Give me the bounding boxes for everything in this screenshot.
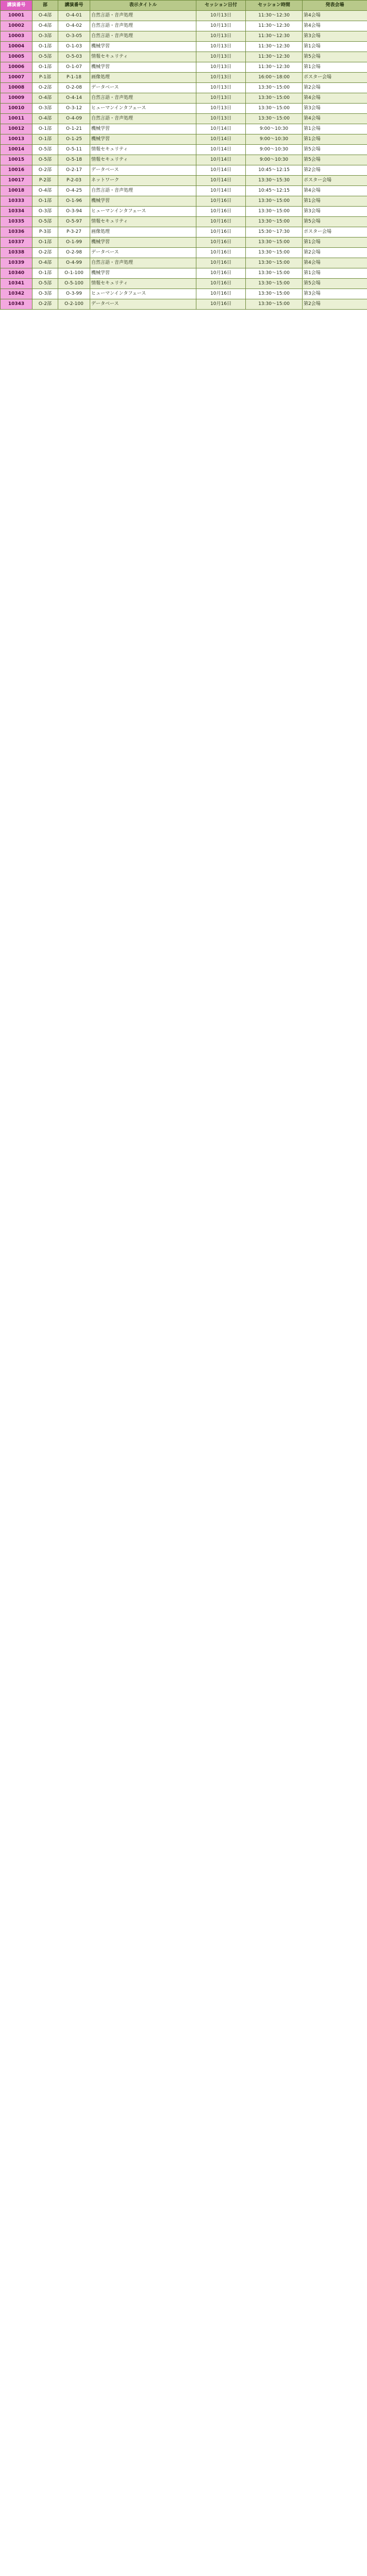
cell-time: 13:30〜15:30 bbox=[246, 176, 303, 186]
cell-date: 10月13日 bbox=[196, 93, 246, 104]
cell-date: 10月16日 bbox=[196, 248, 246, 258]
cell-date: 10月16日 bbox=[196, 289, 246, 299]
cell-id: 10018 bbox=[1, 186, 32, 196]
cell-session: O-4-09 bbox=[58, 114, 90, 124]
cell-title: 自然言語・音声処理 bbox=[90, 258, 196, 268]
cell-title: ヒューマンインタフェース bbox=[90, 104, 196, 114]
cell-room: O-3部 bbox=[32, 104, 58, 114]
cell-time: 11:30〜12:30 bbox=[246, 31, 303, 42]
cell-room: P-2部 bbox=[32, 176, 58, 186]
cell-session: O-4-01 bbox=[58, 11, 90, 21]
cell-date: 10月13日 bbox=[196, 104, 246, 114]
table-row bbox=[1, 268, 367, 279]
cell-time: 9:00〜10:30 bbox=[246, 155, 303, 165]
cell-id: 10017 bbox=[1, 176, 32, 186]
cell-room: O-4部 bbox=[32, 258, 58, 268]
cell-title: 機械学習 bbox=[90, 238, 196, 248]
table-row bbox=[1, 165, 367, 176]
cell-id: 10002 bbox=[1, 21, 32, 31]
cell-time: 11:30〜12:30 bbox=[246, 21, 303, 31]
cell-room: O-1部 bbox=[32, 124, 58, 134]
cell-session: O-1-03 bbox=[58, 42, 90, 52]
cell-session: O-2-17 bbox=[58, 165, 90, 176]
table-row bbox=[1, 207, 367, 217]
table-row bbox=[1, 114, 367, 124]
cell-place: 第3会場 bbox=[303, 207, 367, 217]
cell-room: O-5部 bbox=[32, 155, 58, 165]
cell-session: O-3-99 bbox=[58, 289, 90, 299]
cell-room: O-2部 bbox=[32, 299, 58, 310]
cell-session: O-2-98 bbox=[58, 248, 90, 258]
cell-id: 10342 bbox=[1, 289, 32, 299]
cell-time: 10:45〜12:15 bbox=[246, 186, 303, 196]
cell-time: 11:30〜12:30 bbox=[246, 42, 303, 52]
table-row bbox=[1, 93, 367, 104]
cell-session: O-5-03 bbox=[58, 52, 90, 62]
cell-date: 10月14日 bbox=[196, 186, 246, 196]
cell-place: 第1会場 bbox=[303, 124, 367, 134]
cell-date: 10月14日 bbox=[196, 124, 246, 134]
cell-title: 自然言語・音声処理 bbox=[90, 114, 196, 124]
table-row bbox=[1, 217, 367, 227]
cell-id: 10011 bbox=[1, 114, 32, 124]
cell-session: O-5-11 bbox=[58, 145, 90, 155]
cell-id: 10006 bbox=[1, 62, 32, 73]
cell-place: ポスター会場 bbox=[303, 73, 367, 83]
cell-id: 10338 bbox=[1, 248, 32, 258]
cell-place: 第5会場 bbox=[303, 279, 367, 289]
cell-session: O-2-08 bbox=[58, 83, 90, 93]
cell-title: 機械学習 bbox=[90, 268, 196, 279]
cell-time: 13:30〜15:00 bbox=[246, 207, 303, 217]
cell-time: 13:30〜15:00 bbox=[246, 196, 303, 207]
col-header-room: 部 bbox=[32, 1, 58, 11]
cell-room: O-1部 bbox=[32, 268, 58, 279]
cell-room: O-1部 bbox=[32, 62, 58, 73]
cell-id: 10007 bbox=[1, 73, 32, 83]
cell-title: ネットワーク bbox=[90, 176, 196, 186]
cell-date: 10月13日 bbox=[196, 52, 246, 62]
cell-room: O-1部 bbox=[32, 42, 58, 52]
cell-time: 13:30〜15:00 bbox=[246, 83, 303, 93]
cell-session: O-1-25 bbox=[58, 134, 90, 145]
cell-room: O-4部 bbox=[32, 114, 58, 124]
cell-id: 10337 bbox=[1, 238, 32, 248]
cell-date: 10月13日 bbox=[196, 11, 246, 21]
cell-time: 10:45〜12:15 bbox=[246, 165, 303, 176]
table-row bbox=[1, 258, 367, 268]
col-header-time: セッション時間 bbox=[246, 1, 303, 11]
cell-id: 10012 bbox=[1, 124, 32, 134]
cell-place: 第3会場 bbox=[303, 104, 367, 114]
cell-time: 13:30〜15:00 bbox=[246, 299, 303, 310]
cell-id: 10016 bbox=[1, 165, 32, 176]
cell-title: 自然言語・音声処理 bbox=[90, 11, 196, 21]
cell-place: 第1会場 bbox=[303, 238, 367, 248]
cell-date: 10月16日 bbox=[196, 279, 246, 289]
cell-title: 機械学習 bbox=[90, 124, 196, 134]
cell-title: 機械学習 bbox=[90, 196, 196, 207]
cell-time: 9:00〜10:30 bbox=[246, 134, 303, 145]
cell-place: 第2会場 bbox=[303, 299, 367, 310]
cell-date: 10月14日 bbox=[196, 176, 246, 186]
cell-place: 第1会場 bbox=[303, 62, 367, 73]
cell-time: 13:30〜15:00 bbox=[246, 268, 303, 279]
col-header-place: 発表会場 bbox=[303, 1, 367, 11]
cell-session: P-2-03 bbox=[58, 176, 90, 186]
table-row bbox=[1, 248, 367, 258]
cell-time: 13:30〜15:00 bbox=[246, 289, 303, 299]
cell-session: O-2-100 bbox=[58, 299, 90, 310]
cell-place: 第4会場 bbox=[303, 11, 367, 21]
cell-room: O-3部 bbox=[32, 289, 58, 299]
table-row bbox=[1, 186, 367, 196]
cell-id: 10005 bbox=[1, 52, 32, 62]
cell-title: データベース bbox=[90, 248, 196, 258]
cell-title: 自然言語・音声処理 bbox=[90, 21, 196, 31]
cell-title: 自然言語・音声処理 bbox=[90, 186, 196, 196]
cell-title: データベース bbox=[90, 299, 196, 310]
cell-place: 第4会場 bbox=[303, 186, 367, 196]
table-row bbox=[1, 227, 367, 238]
cell-room: O-1部 bbox=[32, 134, 58, 145]
cell-id: 10335 bbox=[1, 217, 32, 227]
cell-title: 情報セキュリティ bbox=[90, 145, 196, 155]
cell-title: 情報セキュリティ bbox=[90, 155, 196, 165]
cell-place: 第5会場 bbox=[303, 145, 367, 155]
table-row bbox=[1, 52, 367, 62]
table-row bbox=[1, 299, 367, 310]
cell-title: 画像処理 bbox=[90, 227, 196, 238]
cell-session: O-1-07 bbox=[58, 62, 90, 73]
cell-id: 10333 bbox=[1, 196, 32, 207]
table-row bbox=[1, 289, 367, 299]
cell-time: 11:30〜12:30 bbox=[246, 11, 303, 21]
cell-title: 機械学習 bbox=[90, 62, 196, 73]
cell-session: O-4-14 bbox=[58, 93, 90, 104]
cell-time: 13:30〜15:00 bbox=[246, 104, 303, 114]
cell-id: 10013 bbox=[1, 134, 32, 145]
cell-date: 10月13日 bbox=[196, 83, 246, 93]
cell-date: 10月16日 bbox=[196, 207, 246, 217]
cell-date: 10月16日 bbox=[196, 217, 246, 227]
table-row bbox=[1, 42, 367, 52]
cell-session: O-1-21 bbox=[58, 124, 90, 134]
table-row bbox=[1, 196, 367, 207]
table-row bbox=[1, 83, 367, 93]
cell-room: O-3部 bbox=[32, 31, 58, 42]
cell-session: O-1-99 bbox=[58, 238, 90, 248]
cell-place: 第5会場 bbox=[303, 52, 367, 62]
cell-time: 13:30〜15:00 bbox=[246, 238, 303, 248]
cell-date: 10月16日 bbox=[196, 268, 246, 279]
cell-place: 第1会場 bbox=[303, 42, 367, 52]
session-table bbox=[0, 0, 367, 310]
cell-id: 10340 bbox=[1, 268, 32, 279]
cell-time: 15:30〜17:30 bbox=[246, 227, 303, 238]
cell-session: O-4-25 bbox=[58, 186, 90, 196]
cell-room: O-2部 bbox=[32, 83, 58, 93]
cell-session: P-3-27 bbox=[58, 227, 90, 238]
cell-title: 自然言語・音声処理 bbox=[90, 93, 196, 104]
cell-session: O-1-96 bbox=[58, 196, 90, 207]
cell-date: 10月13日 bbox=[196, 62, 246, 73]
cell-room: O-5部 bbox=[32, 279, 58, 289]
cell-session: O-5-100 bbox=[58, 279, 90, 289]
cell-room: O-3部 bbox=[32, 207, 58, 217]
cell-room: P-1部 bbox=[32, 73, 58, 83]
cell-id: 10009 bbox=[1, 93, 32, 104]
cell-date: 10月13日 bbox=[196, 31, 246, 42]
cell-date: 10月13日 bbox=[196, 21, 246, 31]
cell-room: O-5部 bbox=[32, 52, 58, 62]
cell-room: O-1部 bbox=[32, 238, 58, 248]
cell-session: O-4-02 bbox=[58, 21, 90, 31]
table-row bbox=[1, 124, 367, 134]
cell-id: 10341 bbox=[1, 279, 32, 289]
col-header-session: 講演番号 bbox=[58, 1, 90, 11]
cell-place: 第1会場 bbox=[303, 268, 367, 279]
table-row bbox=[1, 238, 367, 248]
cell-date: 10月16日 bbox=[196, 196, 246, 207]
cell-place: 第4会場 bbox=[303, 21, 367, 31]
cell-date: 10月16日 bbox=[196, 299, 246, 310]
table-row bbox=[1, 73, 367, 83]
cell-title: 機械学習 bbox=[90, 134, 196, 145]
header-row bbox=[1, 1, 367, 11]
cell-time: 13:30〜15:00 bbox=[246, 248, 303, 258]
cell-title: データベース bbox=[90, 165, 196, 176]
table-body bbox=[1, 11, 367, 310]
cell-date: 10月14日 bbox=[196, 155, 246, 165]
cell-place: 第3会場 bbox=[303, 289, 367, 299]
table-row bbox=[1, 62, 367, 73]
table-row bbox=[1, 21, 367, 31]
cell-time: 13:30〜15:00 bbox=[246, 258, 303, 268]
cell-session: P-1-18 bbox=[58, 73, 90, 83]
col-header-id: 講演番号 bbox=[1, 1, 32, 11]
table-row bbox=[1, 176, 367, 186]
cell-session: O-4-99 bbox=[58, 258, 90, 268]
cell-session: O-5-97 bbox=[58, 217, 90, 227]
cell-date: 10月13日 bbox=[196, 114, 246, 124]
cell-place: 第1会場 bbox=[303, 134, 367, 145]
cell-date: 10月16日 bbox=[196, 227, 246, 238]
cell-room: O-4部 bbox=[32, 186, 58, 196]
cell-place: ポスター会場 bbox=[303, 227, 367, 238]
cell-title: 自然言語・音声処理 bbox=[90, 31, 196, 42]
cell-room: P-3部 bbox=[32, 227, 58, 238]
col-header-title: 表示タイトル bbox=[90, 1, 196, 11]
cell-time: 13:30〜15:00 bbox=[246, 93, 303, 104]
cell-session: O-3-05 bbox=[58, 31, 90, 42]
cell-time: 11:30〜12:30 bbox=[246, 62, 303, 73]
cell-place: 第2会場 bbox=[303, 165, 367, 176]
cell-title: ヒューマンインタフェース bbox=[90, 207, 196, 217]
cell-id: 10343 bbox=[1, 299, 32, 310]
table-row bbox=[1, 134, 367, 145]
cell-place: ポスター会場 bbox=[303, 176, 367, 186]
cell-room: O-2部 bbox=[32, 165, 58, 176]
cell-date: 10月13日 bbox=[196, 73, 246, 83]
cell-id: 10001 bbox=[1, 11, 32, 21]
cell-id: 10004 bbox=[1, 42, 32, 52]
cell-id: 10014 bbox=[1, 145, 32, 155]
cell-place: 第3会場 bbox=[303, 31, 367, 42]
cell-time: 11:30〜12:30 bbox=[246, 52, 303, 62]
cell-time: 9:00〜10:30 bbox=[246, 145, 303, 155]
cell-id: 10003 bbox=[1, 31, 32, 42]
cell-date: 10月14日 bbox=[196, 134, 246, 145]
cell-title: 情報セキュリティ bbox=[90, 52, 196, 62]
cell-time: 13:30〜15:00 bbox=[246, 114, 303, 124]
cell-id: 10008 bbox=[1, 83, 32, 93]
table-row bbox=[1, 31, 367, 42]
cell-place: 第4会場 bbox=[303, 114, 367, 124]
cell-title: 情報セキュリティ bbox=[90, 279, 196, 289]
cell-room: O-5部 bbox=[32, 217, 58, 227]
cell-time: 16:00〜18:00 bbox=[246, 73, 303, 83]
cell-place: 第1会場 bbox=[303, 196, 367, 207]
cell-room: O-4部 bbox=[32, 11, 58, 21]
cell-id: 10334 bbox=[1, 207, 32, 217]
cell-id: 10015 bbox=[1, 155, 32, 165]
col-header-date: セッション日付 bbox=[196, 1, 246, 11]
cell-time: 9:00〜10:30 bbox=[246, 124, 303, 134]
cell-id: 10336 bbox=[1, 227, 32, 238]
cell-date: 10月13日 bbox=[196, 42, 246, 52]
cell-place: 第2会場 bbox=[303, 248, 367, 258]
cell-title: 情報セキュリティ bbox=[90, 217, 196, 227]
cell-session: O-3-12 bbox=[58, 104, 90, 114]
cell-session: O-5-18 bbox=[58, 155, 90, 165]
cell-date: 10月16日 bbox=[196, 238, 246, 248]
cell-date: 10月16日 bbox=[196, 258, 246, 268]
cell-session: O-3-94 bbox=[58, 207, 90, 217]
table-row bbox=[1, 145, 367, 155]
cell-place: 第4会場 bbox=[303, 258, 367, 268]
cell-id: 10010 bbox=[1, 104, 32, 114]
cell-room: O-5部 bbox=[32, 145, 58, 155]
cell-room: O-4部 bbox=[32, 93, 58, 104]
cell-title: データベース bbox=[90, 83, 196, 93]
cell-room: O-1部 bbox=[32, 196, 58, 207]
cell-room: O-4部 bbox=[32, 21, 58, 31]
table-row bbox=[1, 155, 367, 165]
cell-title: ヒューマンインタフェース bbox=[90, 289, 196, 299]
table-row bbox=[1, 279, 367, 289]
table-row bbox=[1, 104, 367, 114]
cell-room: O-2部 bbox=[32, 248, 58, 258]
cell-id: 10339 bbox=[1, 258, 32, 268]
cell-place: 第2会場 bbox=[303, 83, 367, 93]
cell-date: 10月14日 bbox=[196, 145, 246, 155]
cell-time: 13:30〜15:00 bbox=[246, 279, 303, 289]
cell-place: 第5会場 bbox=[303, 217, 367, 227]
cell-date: 10月14日 bbox=[196, 165, 246, 176]
cell-place: 第5会場 bbox=[303, 155, 367, 165]
table-row bbox=[1, 11, 367, 21]
cell-title: 機械学習 bbox=[90, 42, 196, 52]
cell-title: 画像処理 bbox=[90, 73, 196, 83]
cell-session: O-1-100 bbox=[58, 268, 90, 279]
cell-time: 13:30〜15:00 bbox=[246, 217, 303, 227]
cell-place: 第4会場 bbox=[303, 93, 367, 104]
